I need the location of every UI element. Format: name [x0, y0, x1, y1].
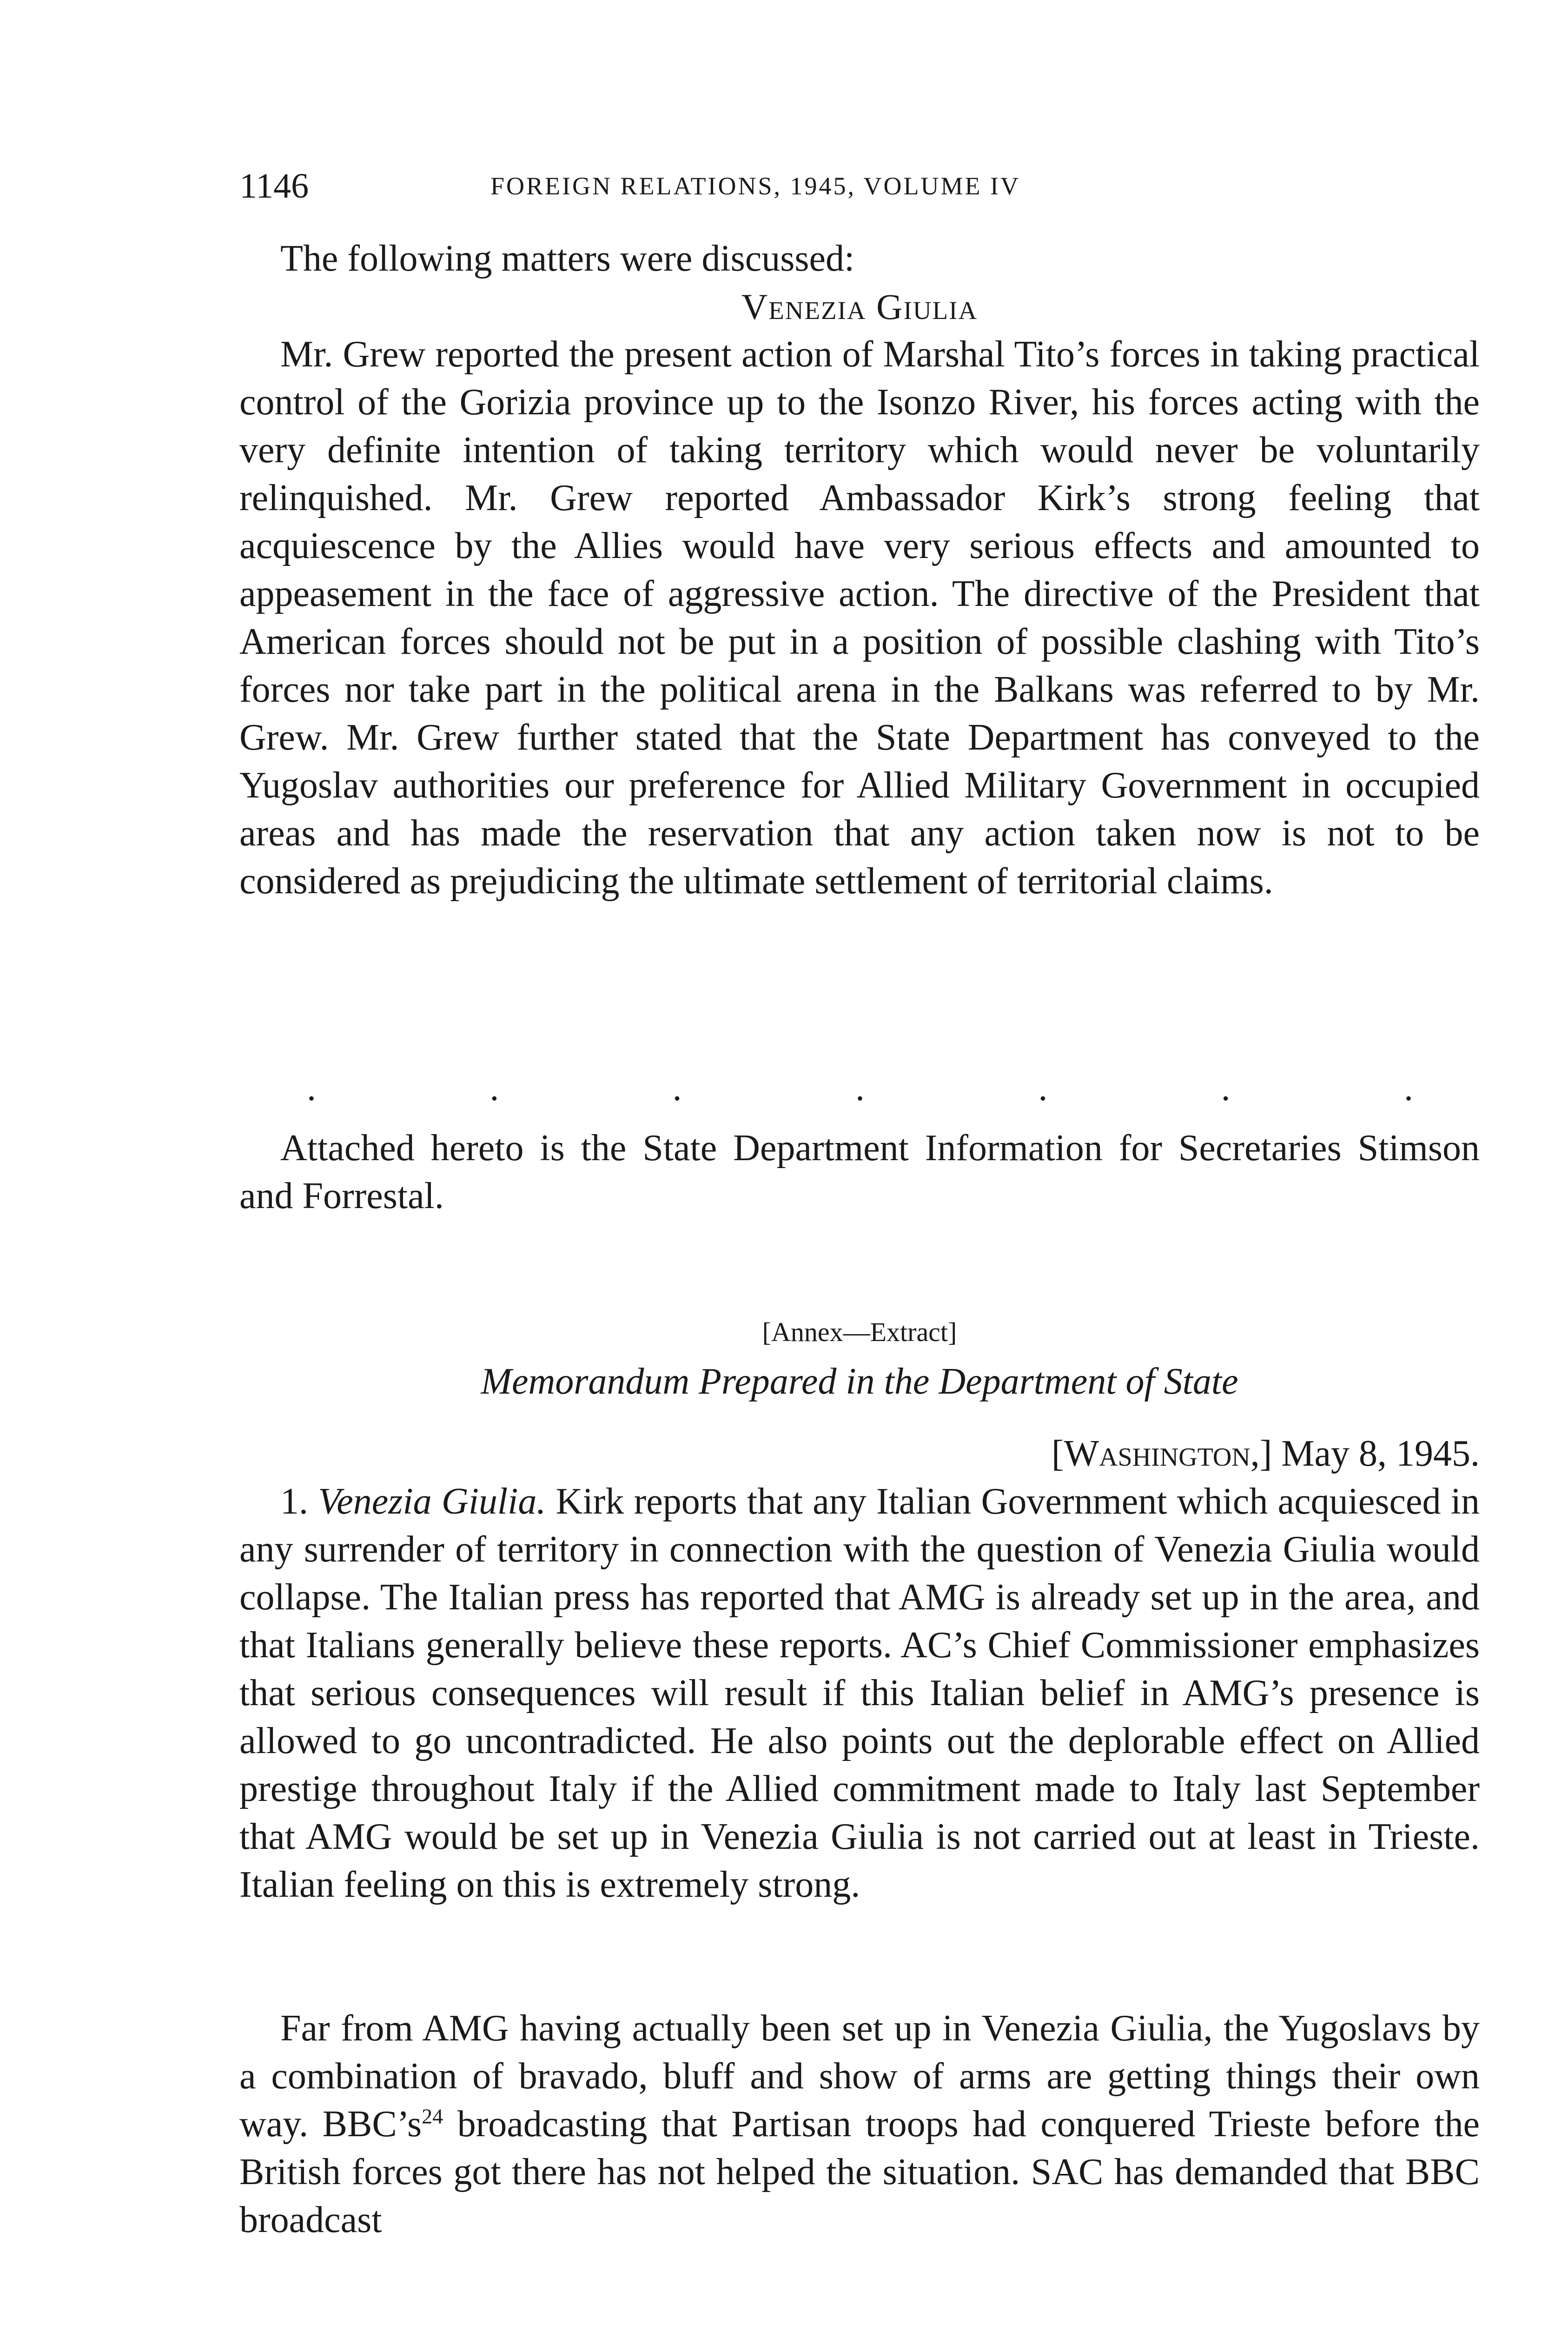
- memo-paragraph-venezia-giulia: [239, 1478, 1480, 1909]
- intro-line: The following matters were discussed:: [280, 238, 855, 279]
- dateline: [1052, 1430, 1480, 1478]
- section-heading: Venezia Giulia: [741, 286, 978, 327]
- memo-paragraph-text-b: broadcasting that Partisan troops had conquered Trieste before the British forces got there has not helped the situation. SAC has demanded that BBC broadcast: [239, 2104, 1480, 2240]
- running-head: FOREIGN RELATIONS, 1945, VOLUME IV: [490, 172, 1020, 200]
- paragraph-attachment: Attached hereto is the State Department Information for Secretaries Stimson and Forrestal.: [239, 1128, 1480, 1216]
- annex-label: [Annex—Extract]: [762, 1317, 957, 1347]
- memo-paragraph-text: Kirk reports that any Italian Government which acquiesced in any surrender of territory in connection with the question of Venezia Giulia would collapse. The Italian press has reported that AMG is already set up in the area, and that Italians generally believe these reports. AC’s Chief Commissioner emphasizes that serious consequences will result if this Italian belief in AMG’s presence is allowed to go uncontradicted. He also points out the deplorable effect on Allied prestige throughout Italy if the Allied commitment made to Italy last September that AMG would be set up in Venezia Giulia is not carried out at least in Trieste. Italian feeling on this is extremely strong.: [239, 1481, 1480, 1905]
- ellipsis-dot: .: [490, 1068, 499, 1109]
- ellipsis-dot: .: [1403, 1068, 1413, 1109]
- page-header: [239, 158, 1495, 214]
- footnote-reference: 24: [422, 2104, 443, 2128]
- ellipsis-dot: .: [1221, 1068, 1231, 1109]
- item-number: 1.: [280, 1481, 308, 1522]
- memorandum-title: Memorandum Prepared in the Department of State: [481, 1361, 1238, 1402]
- paragraph-grew-report: Mr. Grew reported the present action of Marshal Tito’s forces in taking practical control of the Gorizia province up to the Isonzo River, his forces acting with the very definite intention of taking territory which would never be voluntarily relinquished. Mr. Grew reported Ambassador Kirk’s strong feeling that acquiescence by the Allies would have very serious effects and amounted to appeasement in the face of aggressive action. The directive of the President that American forces should not be put in a position of possible clashing with Tito’s forces nor take part in the political arena in the Balkans was referred to by Mr. Grew. Mr. Grew further stated that the State Department has conveyed to the Yugoslav authorities our preference for Allied Military Government in occupied areas and has made the reservation that any action taken now is not to be considered as prejudicing the ultimate settlement of territorial claims.: [239, 334, 1480, 902]
- dateline-date: May 8, 1945.: [1281, 1433, 1480, 1474]
- ellipsis-dot: .: [672, 1068, 682, 1109]
- dateline-place: [Washington,]: [1051, 1433, 1272, 1474]
- ellipsis-break: [307, 1068, 1413, 1109]
- page-number: 1146: [239, 166, 309, 206]
- memo-paragraph-yugoslavs: [239, 2005, 1480, 2244]
- ellipsis-dot: .: [855, 1068, 865, 1109]
- ellipsis-dot: .: [307, 1068, 316, 1109]
- item-title: Venezia Giulia.: [318, 1481, 546, 1522]
- memo-paragraph-text-a: Far from AMG having actually been set up in Venezia Giulia, the Yugoslavs by a combination of bravado, bluff and show of arms are getting things their own way. BBC’s: [239, 2008, 1480, 2145]
- ellipsis-dot: .: [1038, 1068, 1048, 1109]
